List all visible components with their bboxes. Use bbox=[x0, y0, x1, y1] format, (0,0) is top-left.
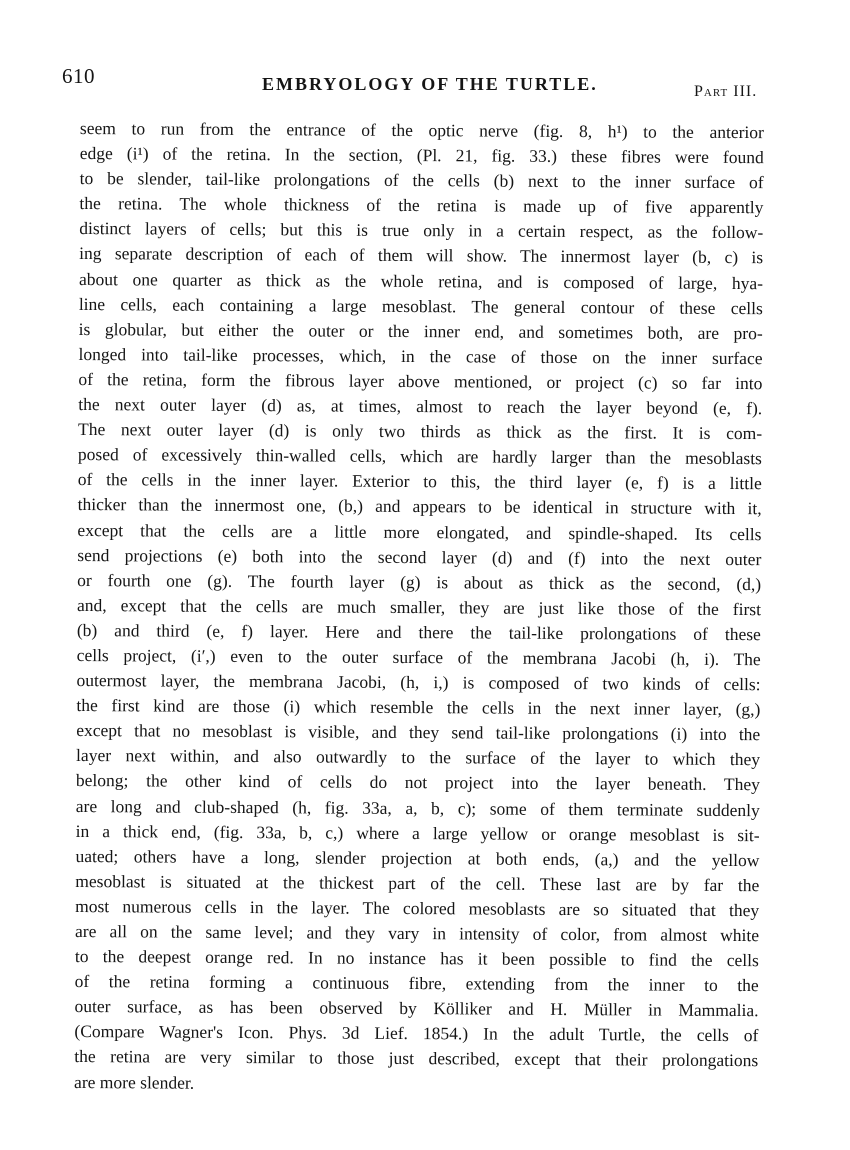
text-line: outer surface, as has been observed by Kölliker and H. Müller in Mammalia. bbox=[74, 996, 759, 1021]
text-line: in a thick end, (fig. 33a, b, c,) where a large yellow or orange mesoblast is sit- bbox=[75, 820, 760, 845]
text-line: (Compare Wagner's Icon. Phys. 3d Lief. 1854.) In the adult Turtle, the cells of bbox=[74, 1021, 759, 1046]
page-header bbox=[0, 0, 850, 110]
text-line: of the cells in the inner layer. Exterior to this, the third layer (e, f) is a little bbox=[77, 469, 762, 494]
text-line: are more slender. bbox=[74, 1071, 195, 1093]
text-line: posed of excessively thin-walled cells, which are hardly larger than the mesoblasts bbox=[77, 444, 762, 469]
text-line: most numerous cells in the layer. The colored mesoblasts are so situated that they bbox=[75, 895, 760, 921]
text-line: is globular, but either the outer or the inner end, and sometimes both, are pro- bbox=[78, 318, 763, 343]
text-line: except that the cells are a little more elongated, and spindle-shaped. Its cells bbox=[77, 519, 762, 544]
text-line: outermost layer, the membrana Jacobi, (h, i,) is composed of two kinds of cells: bbox=[76, 670, 761, 695]
text-line: longed into tail-like processes, which, in the case of those on the inner surface bbox=[78, 343, 763, 369]
text-line: of the retina, form the fibrous layer above mentioned, or project (c) so far into bbox=[78, 368, 763, 394]
text-line: (b) and third (e, f) layer. Here and there the tail-like prolongations of these bbox=[76, 619, 761, 645]
text-line: the retina. The whole thickness of the retina is made up of five apparently bbox=[79, 193, 764, 218]
text-line: line cells, each containing a large mesoblast. The general contour of these cells bbox=[78, 293, 763, 318]
part-label: Part III. bbox=[694, 83, 758, 100]
text-line: except that no mesoblast is visible, and they send tail-like prolongations (i) into the bbox=[76, 720, 761, 745]
text-line: about one quarter as thick as the whole retina, and is composed of large, hya- bbox=[78, 268, 764, 293]
text-line: distinct layers of cells; but this is true only in a certain respect, as the follow- bbox=[79, 218, 764, 243]
text-line: are long and club-shaped (h, fig. 33a, a, b, c); some of them terminate suddenly bbox=[75, 795, 760, 820]
text-line: are all on the same level; and they vary in intensity of color, from almost white bbox=[74, 920, 760, 946]
text-line: of the retina forming a continuous fibre, extending from the inner to the bbox=[74, 971, 759, 996]
text-line: uated; others have a long, slender projection at both ends, (a,) and the yellow bbox=[75, 845, 760, 870]
text-line: edge (i¹) of the retina. In the section, (Pl. 21, fig. 33.) these fibres were found bbox=[79, 143, 764, 168]
page-number: 610 bbox=[62, 64, 95, 88]
text-line: mesoblast is situated at the thickest part of the cell. These last are by far the bbox=[75, 870, 760, 895]
text-line: the retina are very similar to those just described, except that their prolongations bbox=[74, 1046, 759, 1071]
text-line: to be slender, tail-like prolongations of the cells (b) next to the inner surface of bbox=[79, 168, 764, 193]
text-line: belong; the other kind of cells do not project into the layer beneath. They bbox=[75, 770, 760, 795]
text-line: to the deepest orange red. In no instance has it been possible to find the cells bbox=[74, 946, 759, 971]
text-line: the next outer layer (d) as, at times, almost to reach the layer beyond (e, f). bbox=[78, 394, 763, 419]
running-title: EMBRYOLOGY OF THE TURTLE. bbox=[262, 74, 598, 94]
text-line: the first kind are those (i) which resemble the cells in the next inner layer, (g,) bbox=[76, 695, 761, 720]
text-line: or fourth one (g). The fourth layer (g) is about as thick as the second, (d,) bbox=[77, 569, 762, 594]
text-line: layer next within, and also outwardly to the surface of the layer to which they bbox=[76, 745, 761, 770]
text-line: cells project, (i′,) even to the outer surface of the membrana Jacobi (h, i). The bbox=[76, 644, 761, 670]
text-line: The next outer layer (d) is only two thirds as thick as the first. It is com- bbox=[78, 419, 763, 444]
text-line: seem to run from the entrance of the optic nerve (fig. 8, h¹) to the anterior bbox=[79, 117, 764, 143]
text-line: ing separate description of each of them will show. The innermost layer (b, c) is bbox=[79, 243, 764, 268]
text-line: and, except that the cells are much smaller, they are just like those of the first bbox=[76, 594, 762, 619]
text-line: send projections (e) both into the second layer (d) and (f) into the next outer bbox=[77, 544, 762, 569]
body-paragraph bbox=[74, 116, 764, 1099]
text-line: thicker than the innermost one, (b,) and appears to be identical in structure with it, bbox=[77, 494, 762, 519]
